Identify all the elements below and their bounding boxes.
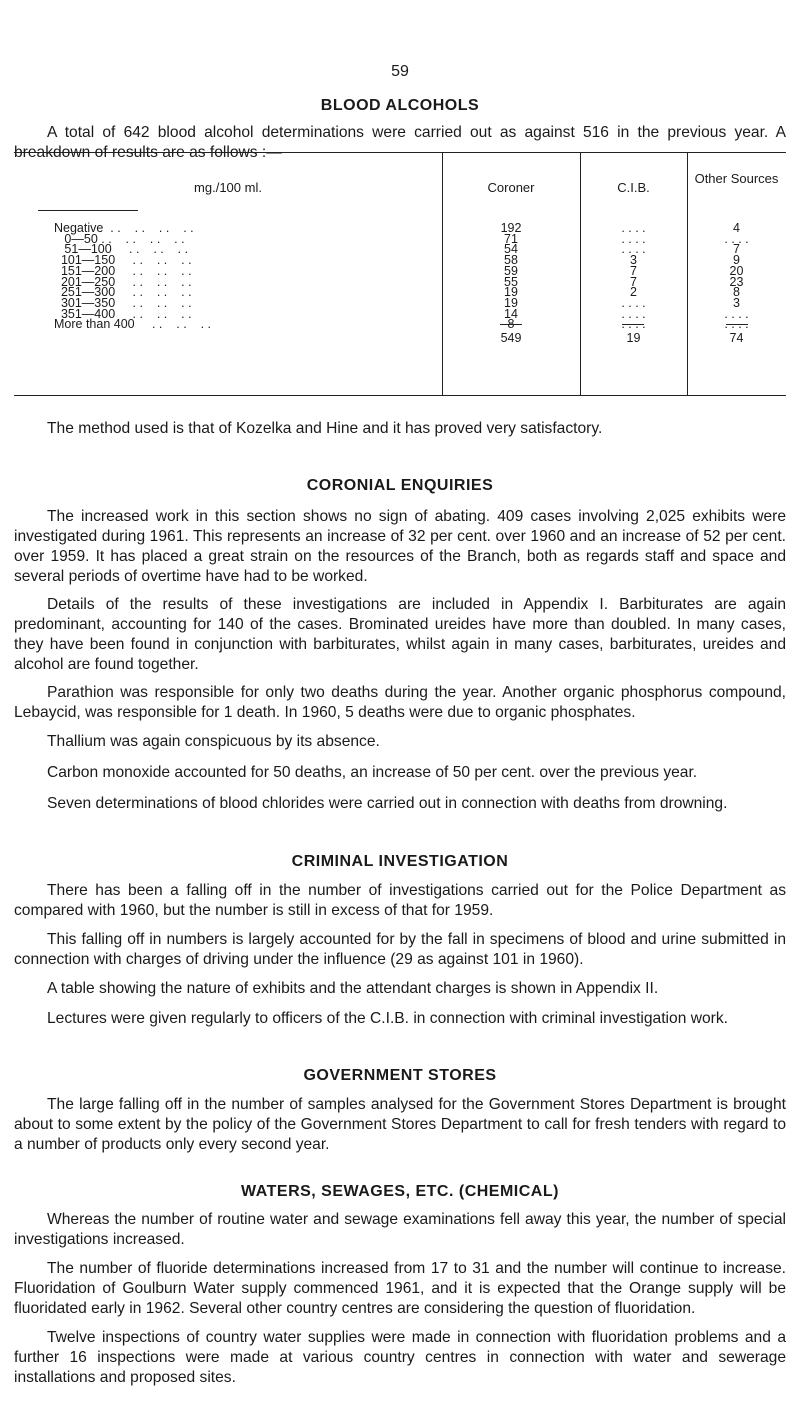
cell-cib: . . . .	[621, 242, 646, 257]
total-coroner: 549	[500, 331, 522, 345]
government-stores-paragraph: The large falling off in the number of samples analysed for the Government Stores Department is brought about to some extent by the policy of the Government Stores Department to call for fresh tenders with regard to a number of products only every second year.	[14, 1096, 786, 1153]
row-label: 151—200 . . . . . .	[54, 263, 192, 278]
cell-other: . . . .	[724, 231, 749, 246]
government-stores-heading: GOVERNMENT STORES	[303, 1067, 497, 1084]
criminal-paragraph: There has been a falling off in the number of investigations carried out for the Police Department as compared with 1960, but the number is still in excess of that for 1959.	[14, 882, 786, 919]
cell-other: 7	[733, 242, 740, 257]
blood-alcohol-table	[14, 152, 786, 396]
total-cib: 19	[626, 331, 641, 345]
cell-cib: 7	[630, 263, 637, 278]
total-other: 74	[729, 331, 744, 345]
row-label: 201—250 . . . . . .	[54, 274, 192, 289]
waters-paragraph: Whereas the number of routine water and sewage examinations fell away this year, the number of special investigations increased.	[14, 1211, 786, 1248]
cell-other: 20	[729, 263, 744, 278]
cell-coroner: 192	[500, 221, 522, 235]
header-coroner: Coroner	[487, 180, 535, 195]
cell-coroner: 55	[504, 274, 518, 289]
cell-coroner: 58	[504, 253, 518, 268]
cell-coroner: 54	[504, 242, 518, 257]
waters-heading: WATERS, SEWAGES, ETC. (CHEMICAL)	[241, 1183, 559, 1200]
waters-paragraph: Twelve inspections of country water supplies were made in connection with fluoridation problems and a further 16 inspections were made at various country centres in connection with water and sewerage installations and proposed sites.	[14, 1329, 786, 1386]
cell-other: 9	[733, 253, 740, 268]
criminal-paragraph: Lectures were given regularly to officers of the C.I.B. in connection with criminal investigation work.	[47, 1010, 728, 1027]
method-note: The method used is that of Kozelka and Hine and it has proved very satisfactory.	[47, 420, 603, 437]
cell-cib: 7	[630, 274, 637, 289]
row-label: 301—350 . . . . . .	[54, 295, 192, 310]
header-other-sources: Other Sources	[694, 171, 779, 186]
coronial-paragraph: Parathion was responsible for only two deaths during the year. Another organic phosphorus compound, Lebaycid, was responsible for 1 death. In 1960, 5 deaths were due to organic phosphates.	[14, 684, 786, 721]
cell-coroner: 8	[507, 317, 515, 332]
waters-paragraph: The number of fluoride determinations increased from 17 to 31 and the number will continue to increase. Fluoridation of Goulburn Water supply commenced 1961, and it is expected that the Orange supply will be fluoridated early in 1962. Several other country centres are considering the question of fluoridation.	[14, 1260, 786, 1317]
cell-cib: 3	[630, 253, 637, 268]
coronial-paragraph: The increased work in this section shows no sign of abating. 409 cases involving 2,025 exhibits were investigated during 1961. This represents an increase of 32 per cent. over 1960 and an increase of 52 per cent. over 1959. It has placed a great strain on the resources of the Branch, both as regards staff and space and several periods of overtime have had to be worked.	[14, 508, 786, 585]
cell-coroner: 14	[504, 306, 518, 321]
criminal-heading: CRIMINAL INVESTIGATION	[291, 853, 509, 870]
cell-cib: . . . .	[621, 221, 646, 235]
row-label: 0—50 . . . . . . . .	[54, 231, 185, 246]
coronial-heading: CORONIAL ENQUIRIES	[306, 477, 494, 494]
cell-coroner: 19	[504, 285, 518, 300]
row-label: 51—100 . . . . . .	[54, 242, 189, 257]
criminal-paragraph: A table showing the nature of exhibits and the attendant charges is shown in Appendix II.	[47, 980, 659, 997]
row-label: 101—150 . . . . . .	[54, 253, 192, 268]
cell-other: . . . .	[724, 317, 749, 332]
header-range: mg./100 ml.	[194, 180, 262, 195]
cell-coroner: 59	[504, 263, 518, 278]
cell-coroner: 71	[504, 231, 518, 246]
coronial-paragraph: Seven determinations of blood chlorides were carried out in connection with deaths from drowning.	[47, 795, 728, 812]
cell-other: 4	[733, 221, 740, 235]
cell-coroner: 19	[504, 295, 518, 310]
page-number: 59	[391, 63, 409, 80]
coronial-paragraph: Details of the results of these investigations are included in Appendix I. Barbiturates are again predominant, accounting for 140 of the cases. Brominated ureides have more than doubled. In many cases, they have been found in conjunction with barbiturates, whilst again in many cases, barbiturates, ureides and alcohol are found together.	[14, 596, 786, 673]
row-label: 251—300 . . . . . .	[54, 285, 192, 300]
criminal-paragraph: This falling off in numbers is largely accounted for by the fall in specimens of blood and urine submitted in connection with charges of driving under the influence (29 as against 101 in 1960).	[14, 931, 786, 968]
coronial-paragraph: Carbon monoxide accounted for 50 deaths, an increase of 50 per cent. over the previous year.	[47, 764, 698, 781]
row-label: More than 400 . . . . . .	[54, 317, 212, 332]
row-label: Negative . . . . . . . .	[54, 221, 194, 235]
cell-other: 3	[733, 295, 740, 310]
coronial-paragraph: Thallium was again conspicuous by its absence.	[47, 733, 380, 750]
blood-alcohols-intro: A total of 642 blood alcohol determinations were carried out as against 516 in the previous year. A breakdown of results are as follows :—	[14, 124, 786, 161]
header-cib: C.I.B.	[617, 180, 650, 195]
cell-cib: . . . .	[621, 317, 646, 332]
cell-cib: 2	[630, 285, 637, 300]
blood-alcohols-heading: BLOOD ALCOHOLS	[320, 97, 480, 114]
cell-other: . . . .	[724, 306, 749, 321]
cell-other: 8	[733, 285, 740, 300]
row-label: 351—400 . . . . . .	[54, 306, 192, 321]
cell-cib: . . . .	[621, 295, 646, 310]
cell-other: 23	[729, 274, 744, 289]
cell-cib: . . . .	[621, 306, 646, 321]
cell-cib: . . . .	[621, 231, 646, 246]
